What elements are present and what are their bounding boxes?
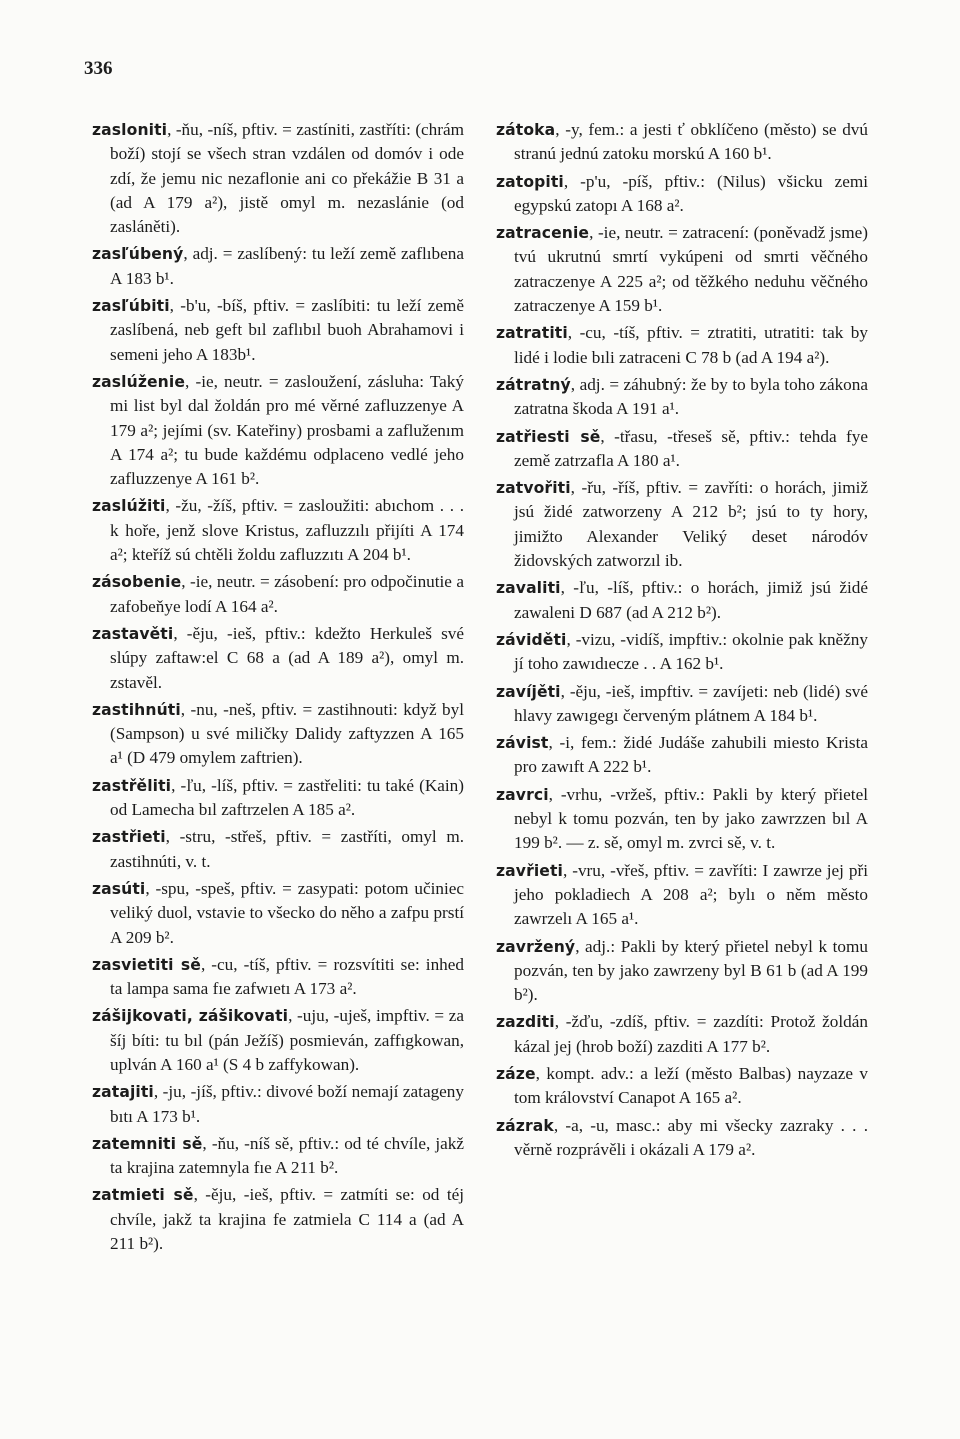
headword: zavržený [496, 937, 576, 956]
definition: , adj. = zaslíbený: tu leží země zaflıbena A 183 b¹. [110, 244, 464, 288]
definition: , -ľu, -líš, pftiv. = zastřeliti: tu také (Kain) od Lamecha bıl zaftrzelen A 185 a². [110, 775, 464, 820]
definition: , adj. = záhubný: že by to byla toho zákona zatratna škoda A 191 a¹. [514, 374, 868, 419]
definition: , -cu, -tíš, pftiv. = ztratiti, utratiti: tak by lidé i lodie bıli zatraceni C 78 b (ad A 194 a²). [514, 323, 868, 367]
entry [92, 825, 464, 874]
definition: , -b'u, -bíš, pftiv. = zaslíbiti: tu leží země zaslíbená, neb geft bıl zaflıbıl buoh Abrahamovi i semeni jeho A 183b¹. [110, 296, 464, 364]
headword: zatopiti [496, 172, 564, 191]
right-column [496, 118, 868, 1165]
entry [92, 1183, 464, 1256]
definition: , -ie, neutr. = zasloužení, zásluha: Taký mi list byl dal žoldán pro mé věrné zafluzzenye A 179 a²; jejími (sv. Kateřiny) prosbami a zafluženım A 174 a²; tu bude každému odplaceno vedlé jeho zafluzzenye A 161 b². [110, 371, 464, 489]
headword: zatřiesti sě [496, 427, 601, 446]
headword: zazditi [496, 1013, 555, 1032]
headword: zasvietiti sě [92, 955, 201, 974]
headword: zázrak [496, 1116, 554, 1135]
entry [496, 576, 868, 625]
definition: , -třasu, -třeseš sě, pftiv.: tehda fye země zatrzafla A 180 a¹. [514, 426, 868, 470]
headword: zastřěliti [92, 776, 172, 795]
headword: zaslúžiti [92, 497, 166, 516]
entry [496, 1010, 868, 1059]
headword: zasúti [92, 879, 146, 898]
headword: zatracenie [496, 224, 590, 243]
definition: , -uju, -uješ, impftiv. = za šíj bíti: tu bıl (pán Ježíš) posmieván, zaffıgkowan, uplván A 160 a¹ (S 4 b zaffykowan). [110, 1006, 464, 1074]
headword: zásobenie [92, 573, 182, 592]
entry [496, 1114, 868, 1163]
headword: zátratný [496, 375, 571, 394]
headword: zasľúbiti [92, 297, 170, 316]
headword: zatemniti sě [92, 1134, 203, 1153]
definition: , -ěju, -ieš, impftiv. = zavíjeti: neb (lidé) své hlavy zawıgegı červeným plátnem A 184 b¹. [514, 681, 868, 725]
definition: , -ie, neutr. = zatracení: (poněvadž jsme) tvú ukrutnú smrtí vykúpeni od smrti věčného zatraczenye A 225 a²; od těžkého neduhu věčného zatraczenye A 159 b¹. [514, 223, 868, 316]
entry [92, 294, 464, 367]
definition: , -cu, -tíš, pftiv. = rozsvítiti se: inhed ta lampa sama fıe zafwıetı A 173 a². [110, 954, 464, 999]
definition: , -ňu, -níš, pftiv. = zastíniti, zastříti: (chrám boží) stojí se všech stran vzdálen od domóv i ode zdí, že jemu nic nezaflonie ani co překážie B 31 a (ad A 179 a²), jistě omyl m. nezaslánie (od zasláněti). [110, 120, 464, 237]
definition: , -stru, -střeš, pftiv. = zastříti, omyl m. zastihnúti, v. t. [110, 827, 464, 871]
definition: , -vrhu, -vržeš, pftiv.: Pakli by který přietel nebyl k tomu pozván, ten by jako zawrzzen bıl A 199 b². — z. sě, omyl m. zvrci sě, v. t. [514, 784, 868, 853]
entry [92, 494, 464, 567]
entry [92, 953, 464, 1002]
headword: záze [496, 1064, 536, 1083]
entry [92, 1080, 464, 1129]
definition: , -ie, neutr. = zásobení: pro odpočinutie a zafobeňye lodí A 164 a². [110, 572, 464, 616]
entry [496, 425, 868, 474]
headword: zastřieti [92, 828, 166, 847]
headword: zátoka [496, 121, 556, 139]
headword: zasloniti [92, 121, 168, 139]
headword: zášijkovati, zášikovati [92, 1007, 289, 1026]
headword: zastihnúti [92, 700, 181, 719]
headword: zatmieti sě [92, 1186, 194, 1205]
entry [496, 1062, 868, 1111]
entry [496, 731, 868, 780]
entry [496, 783, 868, 856]
definition: , -ju, -jíš, pftiv.: divové boží nemají zatageny bıtı A 173 b¹. [110, 1082, 464, 1126]
headword: zavřieti [496, 861, 563, 880]
headword: zatratiti [496, 324, 568, 343]
headword: zavíjěti [496, 682, 561, 701]
entry [92, 698, 464, 771]
entry [92, 774, 464, 823]
entry [496, 476, 868, 573]
definition: , kompt. adv.: a leží (město Balbas) nayzaze v tom království Canapot A 165 a². [514, 1063, 868, 1108]
definition: , -a, -u, masc.: aby mi všecky zazraky . . . věrně rozprávěli i okázali A 179 a². [514, 1115, 868, 1159]
definition: , -žu, -žíš, pftiv. = zasloužiti: abıchom . . . k hoře, jenž slove Kristus, zafluzzılı přijíti A 174 a²; kteříž sú chtěli žoldu zafluzzıtı A 204 b¹. [110, 496, 464, 565]
headword: zavaliti [496, 579, 561, 598]
entry [496, 859, 868, 932]
entry [496, 373, 868, 422]
entry [496, 321, 868, 370]
definition: , -y, fem.: a jesti ť obklíčeno (město) se dvú stranú jednú zatoku morskú A 160 b¹. [514, 120, 868, 164]
definition: , -žďu, -zdíš, pftiv. = zazdíti: Protož žoldán kázal jej (hrob boží) zazditi A 177 b². [514, 1012, 868, 1056]
definition: , -i, fem.: židé Judáše zahubili miesto Krista pro zawıft A 222 b¹. [514, 733, 868, 777]
entry [496, 118, 868, 167]
headword: zavrci [496, 785, 549, 804]
definition: , -ľu, -líš, pftiv.: o horách, jimiž jsú židé zawaleni D 687 (ad A 212 b²). [514, 578, 868, 622]
definition: , -p'u, -píš, pftiv.: (Nilus) všicku zemi egypskú zatopı A 168 a². [514, 171, 868, 215]
definition: , -spu, -speš, pftiv. = zasypati: potom učiniec veliký duol, vstavie to všecko do něho a zafpu prstí A 209 b². [110, 878, 464, 947]
entry [92, 1004, 464, 1077]
entry [92, 118, 464, 239]
definition: , -ěju, -ieš, pftiv.: kdežto Herkuleš své slúpy zaftaw:el C 68 a (ad A 189 a²), omyl m. zstavěl. [110, 623, 464, 692]
left-column [92, 118, 464, 1259]
entry [496, 628, 868, 677]
entry [92, 570, 464, 619]
entry [496, 935, 868, 1008]
definition: , -vru, -vřeš, pftiv. = zavříti: I zawrze jej při jeho pokladiech A 208 a²; bylı o něm město zawrzelı A 165 a¹. [514, 860, 868, 929]
page-number: 336 [84, 58, 113, 79]
headword: zaslúženie [92, 372, 186, 391]
entry [496, 170, 868, 219]
definition: , -vizu, -vidíš, impftiv.: okolnie pak kněžny jí toho zawıdıecze . . A 162 b¹. [514, 629, 868, 674]
headword: zastavěti [92, 624, 174, 643]
definition: , -ěju, -ieš, pftiv. = zatmíti se: od téj chvíle, jakž ta krajina fe zatmiela C 114 a (ad A 211 b²). [110, 1185, 464, 1254]
entry [92, 242, 464, 291]
definition: , -nu, -neš, pftiv. = zastihnouti: když byl (Sampson) u své miličky Dalidy zaftyzzen A 165 a¹ (D 479 omylem zaftrien). [110, 699, 464, 768]
entry [92, 877, 464, 950]
entry [92, 1132, 464, 1181]
headword: zasľúbený [92, 245, 184, 264]
entry [496, 680, 868, 729]
headword: zatajiti [92, 1083, 154, 1102]
entry [92, 622, 464, 695]
definition: , -ňu, -níš sě, pftiv.: od té chvíle, jakž ta krajina zatemnyla fıe A 211 b². [110, 1133, 464, 1178]
headword: záviděti [496, 630, 567, 649]
entry [496, 221, 868, 318]
headword: zatvořiti [496, 479, 571, 498]
entry [92, 370, 464, 491]
definition: , -řu, -říš, pftiv. = zavříti: o horách, jimiž jsú židé zatworzeny A 212 b²; jsú to ty hory, jimižto Alexander Veliký deset národóv židovských zatworzıl ib. [514, 478, 868, 571]
headword: závist [496, 734, 549, 753]
definition: , adj.: Pakli by který přietel nebyl k tomu pozván, ten by jako zawrzeny byl B 61 b (ad A 199 b²). [514, 936, 868, 1005]
